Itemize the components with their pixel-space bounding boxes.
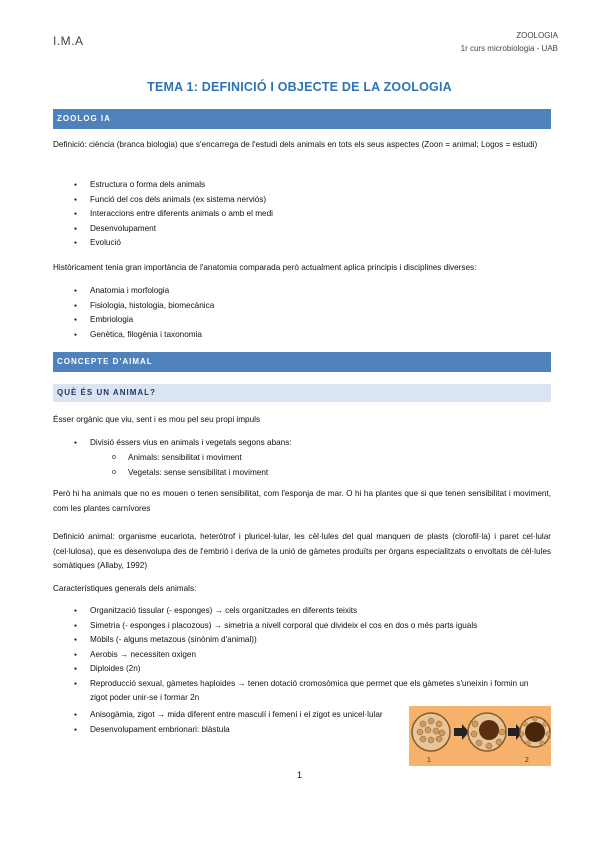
list-item: ● Aerobis → necessiten oxigen bbox=[74, 648, 544, 663]
list-item: ● Simetria (- esponges i placozous) → simetria a nivell corporal que divideix el cos en dos o més parts iguals bbox=[74, 619, 544, 634]
definition-paragraph bbox=[53, 138, 551, 153]
cell-stage-1 bbox=[412, 713, 450, 751]
list-item: ● Desenvolupament embrionari: blàstula bbox=[74, 723, 404, 738]
header-subject: ZOOLOGIA bbox=[516, 31, 558, 40]
list-item: ● Mòbils (- alguns metazous (sinònim d'animal)) bbox=[74, 633, 544, 648]
list-item: ● Evolució bbox=[74, 236, 404, 251]
list-item: ● Genètica, filogènia i taxonomia bbox=[74, 328, 404, 343]
list-item: ● Interaccions entre diferents animals o amb el medi bbox=[74, 207, 404, 222]
list-item: ● Reproducció sexual, gàmetes haploides → tenen dotació cromosòmica que permet que els gàmetes s'uneixin i formin un zigot poder unir-se i formar 2n bbox=[74, 677, 544, 706]
page-number: 1 bbox=[296, 770, 302, 780]
section-heading-concepte: CONCEPTE D'AIMAL bbox=[53, 352, 551, 372]
characteristics-list-b bbox=[74, 708, 404, 737]
subsection-heading: QUÈ ÉS UN ANIMAL? bbox=[53, 384, 551, 402]
characteristics-list-a bbox=[74, 604, 544, 706]
list-item: ● Diploides (2n) bbox=[74, 662, 544, 677]
header-course-line: 1r curs microbiologia - UAB bbox=[460, 44, 558, 53]
figure-label-1: 1 bbox=[427, 757, 431, 764]
history-paragraph: Històricament tenia gran importància de l'anatomia comparada però actualment aplica principis i disciplines diverses: bbox=[53, 263, 477, 272]
list-item: ● Organització tissular (- esponges) → cels organitzades en diferents teixits bbox=[74, 604, 544, 619]
aspects-list bbox=[74, 178, 404, 251]
list-item: o Vegetals: sense sensibilitat i moviment bbox=[112, 466, 268, 481]
disciplines-list bbox=[74, 284, 404, 342]
header-course bbox=[461, 29, 558, 55]
list-item: ● Desenvolupament bbox=[74, 222, 404, 237]
intro-paragraph: Ésser orgànic que viu, sent i es mou pel seu propi impuls bbox=[53, 415, 261, 424]
blastula-illustration bbox=[409, 706, 551, 766]
section-heading-zoologia: ZOOLOG IA bbox=[53, 109, 551, 129]
list-item: ● Funció del cos dels animals (ex sistema nerviós) bbox=[74, 193, 404, 208]
division-list bbox=[74, 436, 494, 451]
animal-definition-paragraph: Definició animal: organisme eucariota, heteròtrof i pluricel·lular, les cèl·lules del qual manquen de plasts (clorofil·la) i paret cel·lular (cel·lulosa), que es desenvolupa des de l'embrió i deriva de la unió de gàmetes produïts per òrgans especialitzats o envoltats de cèl·lules somàtiques (Allaby, 1992) bbox=[53, 532, 551, 570]
list-item: ● Divisió éssers vius en animals i vegetals segons abans: bbox=[74, 436, 494, 451]
blastula-figure bbox=[409, 706, 551, 766]
list-item: ● Anatomia i morfologia bbox=[74, 284, 404, 299]
figure-label-2: 2 bbox=[525, 757, 529, 764]
division-sublist bbox=[112, 451, 268, 480]
cell-stage-2 bbox=[468, 713, 506, 751]
cell-stage-3 bbox=[520, 717, 551, 747]
exceptions-paragraph: Però hi ha animals que no es mouen o tenen sensibilitat, com l'esponja de mar. O hi ha plantes que si que tenen sensibilitat i moviment, com les plantes carnívores bbox=[53, 489, 551, 513]
list-item: ● Fisiologia, histologia, biomecànica bbox=[74, 299, 404, 314]
list-item: o Animals: sensibilitat i moviment bbox=[112, 451, 268, 466]
definition-text: Definició: ciència (branca biologia) que s'encarrega de l'estudi dels animals en tots els seus aspectes (Zoon = animal; Logos = estudi) bbox=[53, 140, 538, 149]
header-author: I.M.A bbox=[53, 34, 84, 48]
characteristics-title: Característiques generals dels animals: bbox=[53, 584, 197, 593]
list-item: ● Anisogàmia, zigot → mida diferent entre masculí i femení i el zigot es unicel·lular bbox=[74, 708, 404, 723]
page-title: TEMA 1: DEFINICIÓ I OBJECTE DE LA ZOOLOGIA bbox=[147, 80, 452, 94]
list-item: ● Embriologia bbox=[74, 313, 404, 328]
list-item: ● Estructura o forma dels animals bbox=[74, 178, 404, 193]
